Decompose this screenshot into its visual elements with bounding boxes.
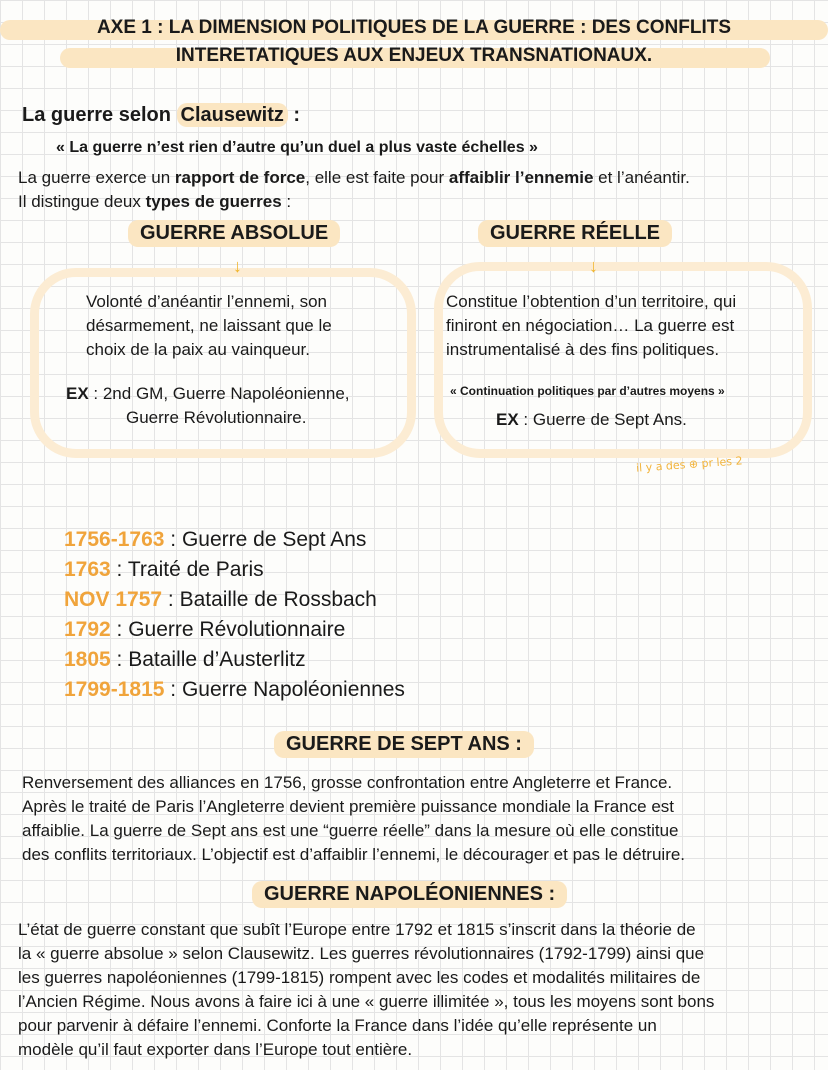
clausewitz-intro-1: La guerre exerce un rapport de force, elle est faite pour affaiblir l’ennemie et l’anéantir.	[18, 168, 690, 187]
page-title-line-1: AXE 1 : LA DIMENSION POLITIQUES DE LA GUERRE : DES CONFLITS	[96, 17, 732, 38]
reelle-example: EX : Guerre de Sept Ans.	[496, 410, 687, 429]
timeline-event: : Traité de Paris	[110, 558, 264, 581]
clausewitz-heading: La guerre selon Clausewitz :	[22, 104, 301, 126]
timeline-item	[64, 675, 405, 705]
reelle-description: Constitue l’obtention d’un territoire, qui finiront en négociation… La guerre est instrumentalisé à des fins politiques.	[446, 292, 737, 359]
absolue-example: EX : 2nd GM, Guerre Napoléonienne, Guerre Révolutionnaire.	[66, 384, 350, 427]
timeline-date: NOV 1757	[64, 588, 163, 611]
handwritten-note: il y a des ⊕ pr les 2	[635, 454, 743, 475]
reelle-quote: « Continuation politiques par d’autres moyens »	[450, 384, 725, 398]
timeline-date: 1805	[64, 648, 111, 671]
reelle-arrow-icon: ↓	[589, 256, 598, 276]
napoleon-paragraph: L’état de guerre constant que subît l’Europe entre 1792 et 1815 s’inscrit dans la théorie de la « guerre absolue » selon Clausewitz. Les guerres révolutionnaires (1792-1799) ainsi que les guerres napoléoniennes (1799-1815) rompent avec les codes et modalités militaires de l’Ancien Régime. Nous avons à faire ici à une « guerre illimitée », tous les moyens sont bons pour parvenir à défaire l’ennemi. Conforte la France dans l’idée qu’elle représente un modèle qu’il faut exporter dans l’Europe tout entière.	[18, 920, 715, 1059]
absolue-description: Volonté d’anéantir l’ennemi, son désarmement, ne laissant que le choix de la paix au vainqueur.	[86, 292, 332, 359]
timeline-event: : Bataille de Rossbach	[162, 588, 377, 611]
clausewitz-intro-2: Il distingue deux types de guerres :	[18, 192, 292, 211]
clausewitz-quote: « La guerre n’est rien d’autre qu’un duel a plus vaste échelles »	[56, 139, 538, 156]
timeline-item	[64, 525, 405, 555]
timeline-event: : Guerre de Sept Ans	[164, 528, 367, 551]
napoleon-heading: GUERRE NAPOLÉONIENNES :	[252, 881, 567, 908]
timeline-event: : Guerre Napoléoniennes	[164, 678, 405, 701]
timeline-item	[64, 615, 405, 645]
timeline-item	[64, 645, 405, 675]
timeline	[64, 525, 405, 705]
page-title	[0, 14, 828, 70]
timeline-item	[64, 585, 405, 615]
sept-ans-paragraph: Renversement des alliances en 1756, grosse confrontation entre Angleterre et France. Après le traité de Paris l’Angleterre devient première puissance mondiale la France est affaiblie. La guerre de Sept ans est une “guerre réelle” dans la mesure où elle constitue des conflits territoriaux. L’objectif est d’affaiblir l’ennemi, le décourager et pas le détruire.	[22, 773, 686, 864]
timeline-date: 1756-1763	[64, 528, 165, 551]
timeline-date: 1799-1815	[64, 678, 165, 701]
absolue-arrow-icon: ↓	[233, 256, 242, 276]
timeline-item	[64, 555, 405, 585]
page-title-line-2: INTERETATIQUES AUX ENJEUX TRANSNATIONAUX.	[175, 45, 653, 66]
timeline-event: : Bataille d’Austerlitz	[110, 648, 306, 671]
timeline-date: 1763	[64, 558, 111, 581]
clausewitz-name: Clausewitz	[177, 103, 288, 127]
timeline-event: : Guerre Révolutionnaire	[110, 618, 346, 641]
timeline-date: 1792	[64, 618, 111, 641]
sept-ans-heading: GUERRE DE SEPT ANS :	[274, 731, 534, 758]
guerre-reelle-label: GUERRE RÉELLE	[478, 220, 672, 247]
guerre-absolue-label: GUERRE ABSOLUE	[128, 220, 340, 247]
